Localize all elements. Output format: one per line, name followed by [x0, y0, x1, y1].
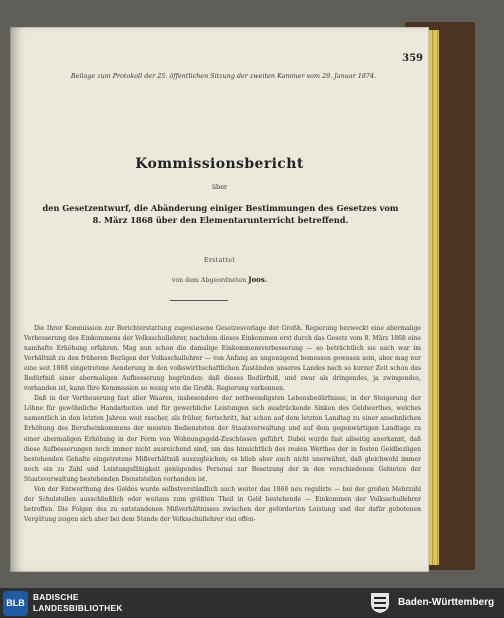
report-subject: [24, 203, 417, 226]
von-dem-label: von dem Abgeordneten: [171, 277, 247, 284]
bw-crest-icon: [370, 592, 390, 614]
subject-line-2: 8. März 1868 über den Elementarunterricht betreffend.: [92, 214, 349, 225]
page-number: 359: [402, 53, 423, 64]
running-header: Beilage zum Protokoll der 25. öffentlichen Sitzung der zweiten Kammer vom 29. Januar 1874.: [70, 73, 377, 80]
blb-logo[interactable]: BLB: [3, 591, 28, 616]
ueber-word: über: [211, 183, 228, 191]
separator-rule: [170, 300, 228, 301]
erstattet-label: Erstattet: [203, 257, 236, 264]
author-line: [10, 275, 429, 284]
subject-line-1: den Gesetzentwurf, die Abänderung einiger Bestimmungen des Gesetzes vom: [42, 203, 399, 213]
library-footer: [0, 588, 504, 618]
paragraph: Die Ihrer Kommission zur Berichterstattung zugewiesene Gesetzesvorlage der Großh. Regierung bezweckt eine abermalige Verbesserung des Einkommens der Volksschullehrer, nachdem dieses Einkommen erst durch das Gesetz vom 8. März 1868 eine namhafte Erhöhung erfahren. Mag nun schon die damalige Einkommensverbesserung — so beträchtlich sie auch war im Verhältniß zu den früheren Bezügen der Volksschullehrer — von Anfang an ungenügend bemessen gewesen sein, aber mag nur eine seit 1868 eingetretene Aenderung in den volkswirthschaftlichen Zuständen unseres Landes nach so kurzer Zeit schon das Bedürfniß einer abermaligen Aufbesserung begründen: daß dieses Bedürfniß, und zwar als dringendes, ja zwingendes, vorhanden ist, kann Ihre Kommission so wenig wie die Großh. Regierung verkennen.: [24, 325, 421, 393]
blb-name-line-1: BADISCHE: [33, 592, 79, 602]
bw-state-name[interactable]: Baden-Württemberg: [398, 597, 495, 608]
author-name: Joos.: [248, 275, 268, 284]
document-page: [10, 27, 429, 572]
paragraph: Von der Entwerthung des Geldes wurde selbstverständlich auch weiter das 1868 neu regulirte — bei der großen Mehrzahl der Schulstellen ausschließlich oder weitaus zum größten Theil in Geld bestehende — Einkommen der Volksschullehrer betroffen. Die Folgen des zu entstandenen Mißverhältnisses zwischen der geforderten Leistung und der dafür gebotenen Vergütung zeigen sich aber bei dem Stande der Volksschullehrer viel offen-: [24, 485, 421, 523]
report-title: Kommissionsbericht: [135, 156, 304, 172]
blb-library-name[interactable]: [33, 592, 123, 613]
blb-name-line-2: LANDESBIBLIOTHEK: [33, 602, 123, 613]
paragraph: Daß in der Vertheuerung fast aller Waaren, insbesondere der nothwendigsten Lebensbedürfnisse, in der Steigerung der Löhne für gewöhnliche Handarbeiten und für gewerbliche Leistungen sich ausdrückende Sinken des Geldwerthes, welches namentlich in den letzten Jahren weit rascher, als früher, fortschritt, hat schon auf dem letzten Landtag zu einer ansehnlichen Erhöhung des Berufseinkommens der meisten Bediensteten der Staatsverwaltung und auf dem gegenwärtigen Landtage zu einer abermaligen Erhöhung in der Form von Wohnungsgeld-Zuschüssen geführt. Dabei wurde fast allseitig anerkannt, daß diese Aufbesserungen noch immer nicht ausreichend sind, um das hinsichtlich des realen Werthes der in festen Geldbezügen bestehenden Gehalte eingetretene Mißverhältniß auszugleichen; es blieb aber auch nicht unerwähnt, daß gleichwohl immer noch ein zu Zahl und Leistungsfähigkeit genügendes Personal zur Besetzung der in den verschiedenen Gebieten der Staatsverwaltung bestehenden Dienststellen vorhanden ist.: [24, 395, 421, 483]
report-body: [24, 324, 421, 525]
